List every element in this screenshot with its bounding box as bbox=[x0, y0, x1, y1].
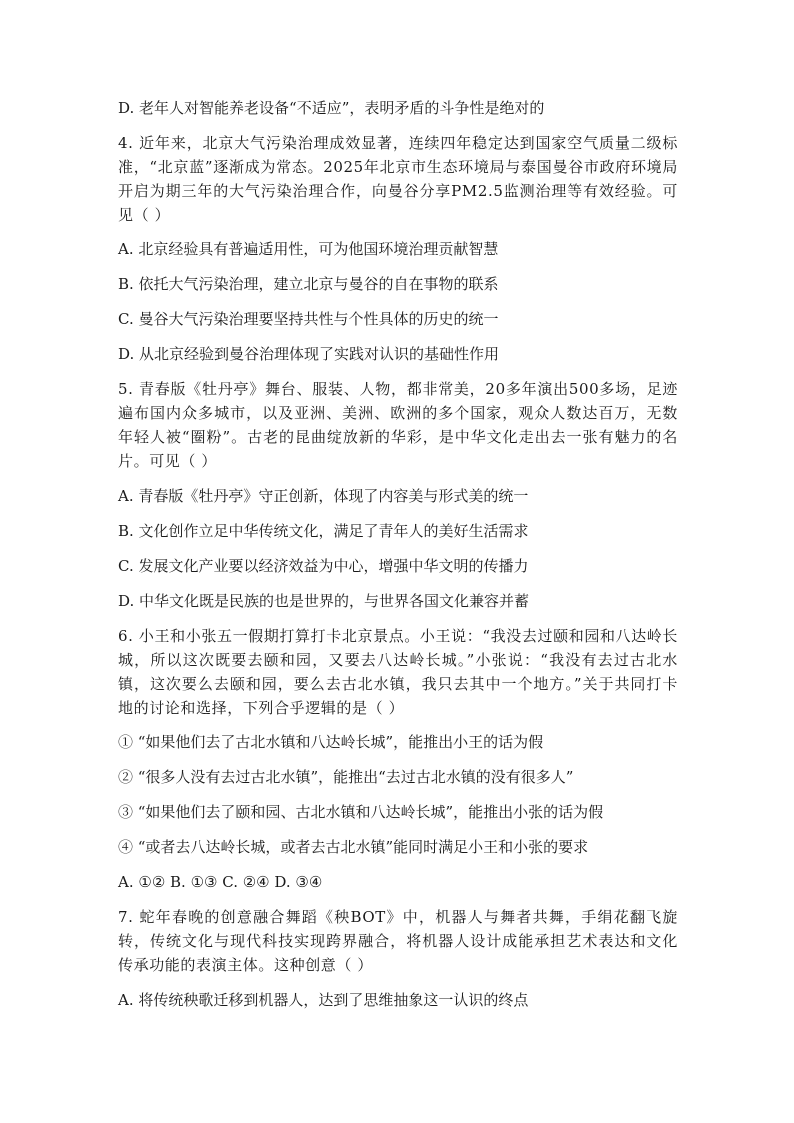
q5-option-a: A. 青春版《牡丹亭》守正创新，体现了内容美与形式美的统一 bbox=[118, 487, 529, 505]
q4-option-c: C. 曼谷大气污染治理要坚持共性与个性具体的历史的统一 bbox=[118, 310, 499, 328]
q3-option-d: D. 老年人对智能养老设备“不适应”，表明矛盾的斗争性是绝对的 bbox=[118, 99, 545, 117]
question-6-stem: 6. 小王和小张五一假期打算打卡北京景点。小王说：“我没去过颐和园和八达岭长城，所以这次既要去颐和园，又要去八达岭长城。”小张说：“我没有去过古北水镇，这次要么去颐和园，要么去古北水镇，我只去其中一个地方。”关于共同打卡地的讨论和选择，下列合乎逻辑的是（ ） bbox=[118, 627, 678, 717]
q6-answer-choices: A. ①② B. ①③ C. ②④ D. ③④ bbox=[118, 873, 323, 891]
question-7-stem: 7. 蛇年春晚的创意融合舞蹈《秧BOT》中，机器人与舞者共舞，手绢花翻飞旋转，传统文化与现代科技实现跨界融合，将机器人设计成能承担艺术表达和文化传承功能的表演主体。这种创意（ ） bbox=[118, 908, 678, 974]
question-5-stem: 5. 青春版《牡丹亭》舞台、服装、人物，都非常美，20多年演出500多场，足迹遍布国内众多城市，以及亚洲、美洲、欧洲的多个国家，观众人数达百万，无数年轻人被“圈粉”。古老的昆曲绽放新的华彩，是中华文化走出去一张有魅力的名片。可见（ ） bbox=[118, 380, 678, 470]
q4-option-b: B. 依托大气污染治理，建立北京与曼谷的自在事物的联系 bbox=[118, 275, 499, 293]
q6-statement-2: ② “很多人没有去过古北水镇”，能推出“去过古北水镇的没有很多人” bbox=[118, 768, 574, 786]
q5-option-c: C. 发展文化产业要以经济效益为中心，增强中华文明的传播力 bbox=[118, 557, 529, 575]
question-4-stem: 4. 近年来，北京大气污染治理成效显著，连续四年稳定达到国家空气质量二级标准，“北京蓝”逐渐成为常态。2025年北京市生态环境局与泰国曼谷市政府环境局开启为期三年的大气污染治理合作，向曼谷分享PM2.5监测治理等有效经验。可见（ ） bbox=[118, 134, 678, 224]
q6-statement-1: ① “如果他们去了古北水镇和八达岭长城”，能推出小王的话为假 bbox=[118, 733, 544, 751]
q6-statement-4: ④ “或者去八达岭长城，或者去古北水镇”能同时满足小王和小张的要求 bbox=[118, 838, 589, 856]
q6-statement-3: ③ “如果他们去了颐和园、古北水镇和八达岭长城”，能推出小张的话为假 bbox=[118, 803, 604, 821]
q5-option-d: D. 中华文化既是民族的也是世界的，与世界各国文化兼容并蓄 bbox=[118, 592, 530, 610]
q4-option-a: A. 北京经验具有普遍适用性，可为他国环境治理贡献智慧 bbox=[118, 240, 499, 258]
q5-option-b: B. 文化创作立足中华传统文化，满足了青年人的美好生活需求 bbox=[118, 522, 529, 540]
q4-option-d: D. 从北京经验到曼谷治理体现了实践对认识的基础性作用 bbox=[118, 345, 500, 363]
q7-option-a: A. 将传统秧歌迁移到机器人，达到了思维抽象这一认识的终点 bbox=[118, 991, 529, 1009]
